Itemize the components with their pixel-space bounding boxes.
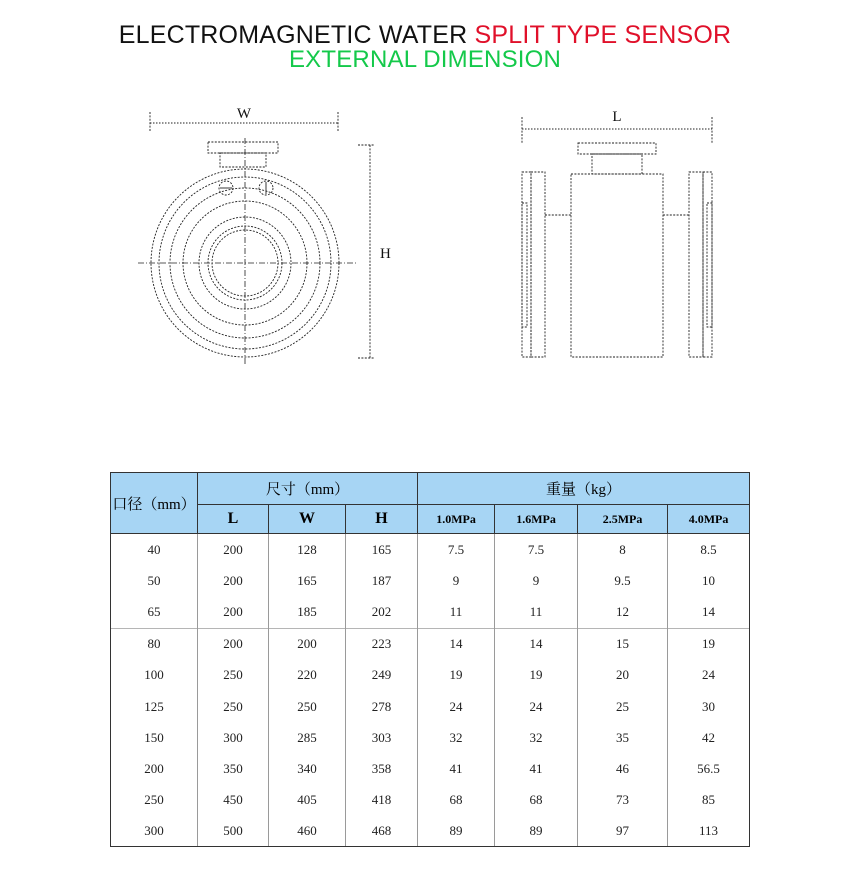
title-part-red: SPLIT TYPE SENSOR — [474, 21, 732, 49]
cell-weight-1-0mpa: 68 — [418, 785, 495, 816]
table-row — [111, 628, 750, 660]
cell-weight-1-0mpa: 9 — [418, 565, 495, 596]
header-1-6mpa: 1.6MPa — [495, 505, 578, 534]
cell-weight-1-6mpa: 19 — [495, 660, 578, 691]
cell-width: 185 — [269, 596, 346, 628]
width-label: W — [236, 106, 252, 122]
cell-weight-4-0mpa: 113 — [668, 816, 750, 847]
cell-weight-4-0mpa: 8.5 — [668, 534, 750, 566]
cell-diameter: 300 — [111, 816, 198, 847]
cell-weight-4-0mpa: 24 — [668, 660, 750, 691]
cell-length: 500 — [198, 816, 269, 847]
table-row — [111, 691, 750, 722]
cell-weight-1-0mpa: 24 — [418, 691, 495, 722]
cell-weight-1-6mpa: 32 — [495, 722, 578, 753]
table-row — [111, 816, 750, 847]
table-body — [111, 534, 750, 847]
cell-diameter: 50 — [111, 565, 198, 596]
cell-weight-4-0mpa: 85 — [668, 785, 750, 816]
cell-weight-1-0mpa: 7.5 — [418, 534, 495, 566]
cell-weight-4-0mpa: 42 — [668, 722, 750, 753]
cell-diameter: 40 — [111, 534, 198, 566]
table-row — [111, 660, 750, 691]
table-row — [111, 534, 750, 566]
header-w: W — [269, 505, 346, 534]
cell-length: 200 — [198, 565, 269, 596]
header-l: L — [198, 505, 269, 534]
cell-weight-1-6mpa: 14 — [495, 628, 578, 660]
cell-weight-1-0mpa: 89 — [418, 816, 495, 847]
header-diameter: 口径（mm） — [111, 473, 198, 534]
dimension-weight-table — [110, 472, 750, 847]
cell-length: 250 — [198, 660, 269, 691]
length-label: L — [612, 109, 622, 125]
height-label: H — [380, 246, 391, 262]
header-2-5mpa: 2.5MPa — [578, 505, 668, 534]
cell-weight-1-6mpa: 89 — [495, 816, 578, 847]
cell-height: 249 — [346, 660, 418, 691]
cell-weight-1-0mpa: 41 — [418, 753, 495, 784]
header-1-0mpa: 1.0MPa — [418, 505, 495, 534]
table-row — [111, 722, 750, 753]
cell-length: 300 — [198, 722, 269, 753]
cell-length: 350 — [198, 753, 269, 784]
cell-weight-4-0mpa: 30 — [668, 691, 750, 722]
cell-weight-2-5mpa: 12 — [578, 596, 668, 628]
cell-height: 358 — [346, 753, 418, 784]
cell-weight-2-5mpa: 35 — [578, 722, 668, 753]
cell-weight-2-5mpa: 25 — [578, 691, 668, 722]
title-part-black: ELECTROMAGNETIC WATER — [118, 21, 475, 49]
cell-weight-2-5mpa: 9.5 — [578, 565, 668, 596]
cell-diameter: 100 — [111, 660, 198, 691]
cell-weight-2-5mpa: 46 — [578, 753, 668, 784]
table-row — [111, 596, 750, 628]
cell-height: 418 — [346, 785, 418, 816]
cell-weight-2-5mpa: 8 — [578, 534, 668, 566]
cell-width: 285 — [269, 722, 346, 753]
table-row — [111, 785, 750, 816]
cell-height: 165 — [346, 534, 418, 566]
cell-diameter: 200 — [111, 753, 198, 784]
cell-diameter: 250 — [111, 785, 198, 816]
front-view-drawing — [120, 90, 400, 380]
table-row — [111, 753, 750, 784]
cell-diameter: 150 — [111, 722, 198, 753]
cell-weight-4-0mpa: 14 — [668, 596, 750, 628]
cell-length: 200 — [198, 628, 269, 660]
header-h: H — [346, 505, 418, 534]
cell-weight-2-5mpa: 15 — [578, 628, 668, 660]
header-size: 尺寸（mm） — [198, 473, 418, 505]
cell-weight-1-0mpa: 11 — [418, 596, 495, 628]
cell-width: 220 — [269, 660, 346, 691]
cell-height: 278 — [346, 691, 418, 722]
cell-length: 200 — [198, 596, 269, 628]
header-weight: 重量（kg） — [418, 473, 750, 505]
cell-width: 128 — [269, 534, 346, 566]
cell-width: 340 — [269, 753, 346, 784]
cell-weight-4-0mpa: 56.5 — [668, 753, 750, 784]
cell-length: 250 — [198, 691, 269, 722]
cell-weight-2-5mpa: 97 — [578, 816, 668, 847]
side-view-drawing — [500, 95, 740, 375]
header-4-0mpa: 4.0MPa — [668, 505, 750, 534]
cell-weight-1-6mpa: 41 — [495, 753, 578, 784]
cell-weight-1-0mpa: 32 — [418, 722, 495, 753]
cell-height: 468 — [346, 816, 418, 847]
cell-weight-2-5mpa: 20 — [578, 660, 668, 691]
cell-weight-4-0mpa: 19 — [668, 628, 750, 660]
cell-diameter: 125 — [111, 691, 198, 722]
cell-weight-1-0mpa: 19 — [418, 660, 495, 691]
cell-weight-1-6mpa: 24 — [495, 691, 578, 722]
table-row — [111, 565, 750, 596]
cell-height: 303 — [346, 722, 418, 753]
cell-width: 250 — [269, 691, 346, 722]
cell-weight-1-6mpa: 11 — [495, 596, 578, 628]
cell-height: 202 — [346, 596, 418, 628]
cell-height: 187 — [346, 565, 418, 596]
cell-length: 450 — [198, 785, 269, 816]
cell-length: 200 — [198, 534, 269, 566]
cell-weight-1-0mpa: 14 — [418, 628, 495, 660]
cell-width: 405 — [269, 785, 346, 816]
cell-weight-1-6mpa: 9 — [495, 565, 578, 596]
cell-width: 200 — [269, 628, 346, 660]
cell-width: 460 — [269, 816, 346, 847]
document-title-line2: EXTERNAL DIMENSION — [288, 46, 562, 73]
cell-weight-4-0mpa: 10 — [668, 565, 750, 596]
cell-height: 223 — [346, 628, 418, 660]
cell-weight-2-5mpa: 73 — [578, 785, 668, 816]
cell-weight-1-6mpa: 7.5 — [495, 534, 578, 566]
cell-diameter: 65 — [111, 596, 198, 628]
cell-weight-1-6mpa: 68 — [495, 785, 578, 816]
cell-diameter: 80 — [111, 628, 198, 660]
cell-width: 165 — [269, 565, 346, 596]
